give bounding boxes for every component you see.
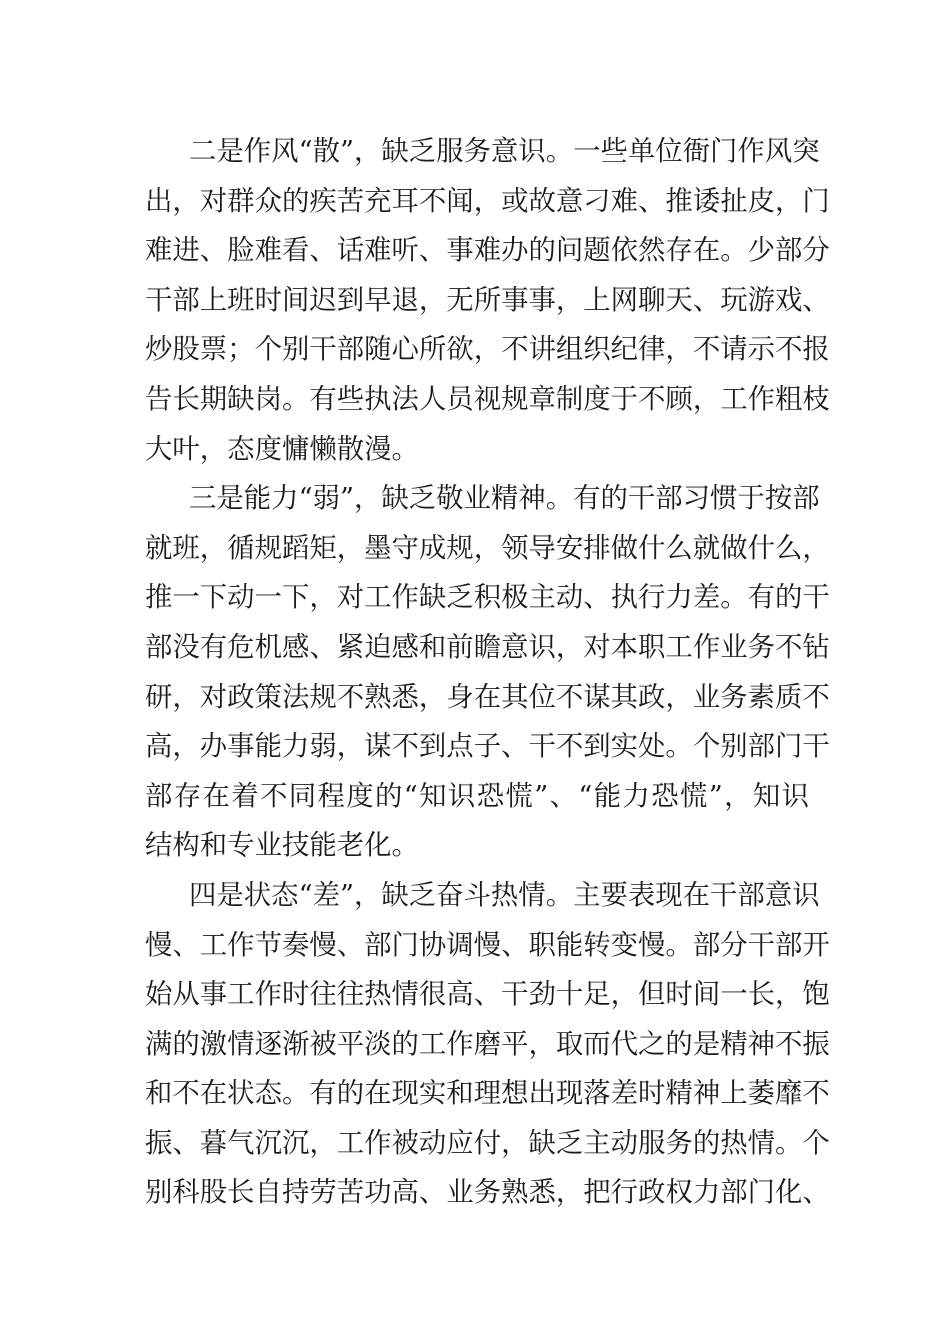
text-line: 别科股长自持劳苦功高、业务熟悉，把行政权力部门化、 [145, 1177, 830, 1209]
text-line: 炒股票；个别干部随心所欲，不讲组织纪律，不请示不报 [145, 334, 830, 366]
text-line: 研，对政策法规不熟悉，身在其位不谋其政，业务素质不 [145, 681, 830, 713]
paragraph-ability [145, 474, 830, 871]
text-line: 和不在状态。有的在现实和理想出现落差时精神上萎靡不 [145, 1078, 830, 1110]
text-line: 大叶，态度慵懒散漫。 [145, 433, 419, 465]
text-line: 难进、脸难看、话难听、事难办的问题依然存在。少部分 [145, 235, 830, 267]
paragraph-work-style [145, 127, 830, 474]
text-line: 出，对群众的疾苦充耳不闻，或故意刁难、推诿扯皮，门 [145, 185, 830, 217]
text-line: 振、暮气沉沉，工作被动应付，缺乏主动服务的热情。个 [145, 1127, 830, 1159]
document-body [145, 127, 830, 1218]
text-line: 就班，循规蹈矩，墨守成规，领导安排做什么就做什么， [145, 532, 830, 564]
text-line: 结构和专业技能老化。 [145, 830, 419, 862]
text-line: 二是作风“散”，缺乏服务意识。一些单位衙门作风突 [189, 136, 820, 167]
text-line: 三是能力“弱”，缺乏敬业精神。有的干部习惯于按部 [189, 483, 820, 515]
text-line: 始从事工作时往往热情很高、干劲十足，但时间一长，饱 [145, 979, 830, 1011]
text-line: 慢、工作节奏慢、部门协调慢、职能转变慢。部分干部开 [145, 929, 830, 961]
text-line: 满的激情逐渐被平淡的工作磨平，取而代之的是精神不振 [145, 1028, 830, 1060]
text-line: 部存在着不同程度的“知识恐慌”、“能力恐慌”，知识 [145, 780, 809, 812]
text-line: 高，办事能力弱，谋不到点子、干不到实处。个别部门干 [145, 731, 830, 763]
text-line: 告长期缺岗。有些执法人员视规章制度于不顾，工作粗枝 [145, 383, 830, 415]
paragraph-state [145, 871, 830, 1218]
text-line: 四是状态“差”，缺乏奋斗热情。主要表现在干部意识 [189, 879, 820, 911]
text-line: 推一下动一下，对工作缺乏积极主动、执行力差。有的干 [145, 582, 830, 614]
text-line: 干部上班时间迟到早退，无所事事，上网聊天、玩游戏、 [145, 284, 830, 316]
text-line: 部没有危机感、紧迫感和前瞻意识，对本职工作业务不钻 [145, 631, 830, 663]
